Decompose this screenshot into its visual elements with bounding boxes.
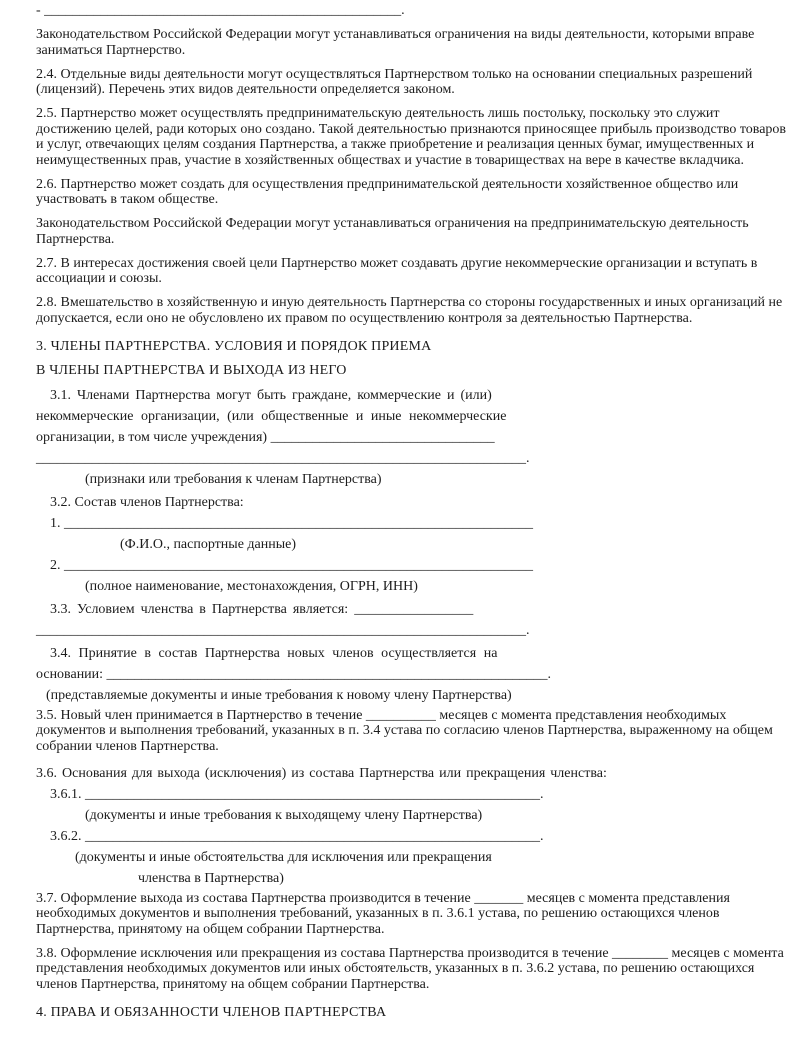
clause-3-4-fill-line: основании: _______________________________________________________________.	[36, 666, 552, 682]
paragraph-2-8: 2.8. Вмешательство в хозяйственную и иную деятельность Партнерства со стороны государственных и иных организаций не допускается, если оно не обусловлено их правом по осуществлению контроля за деятельностью Партнерства.	[36, 295, 783, 326]
clause-3-6-2-caption-line-2: членства в Партнерства)	[138, 870, 284, 886]
paragraph-3-8: 3.8. Оформление исключения или прекращения из состава Партнерства производится в течение ________ месяцев с момента представления необходимых документов или иных обстоятельств, указанных в п. 3.6.2 устава, по решению остающихся членов Партнерства, принятому на общем собрании Партнерства.	[36, 945, 784, 992]
clause-3-1	[36, 385, 786, 490]
clause-3-6-2-caption-line-1: (документы и иные обстоятельства для исключения или прекращения	[75, 849, 492, 865]
clause-3-1-fill-line: организации, в том числе учреждения) ________________________________	[36, 429, 495, 445]
paragraph-2-5: 2.5. Партнерство может осуществлять предпринимательскую деятельность лишь постольку, поскольку это служит достижению целей, ради которых оно создано. Такой деятельностью признаются приносящее прибыль производство товаров и услуг, отвечающих целям создания Партнерства, а также приобретение и реализация ценных бумаг, имущественных и неимущественных прав, участие в хозяйственных обществах и участие в товариществах на вере в качестве вкладчика.	[36, 106, 787, 168]
clause-3-6-title: 3.6. Основания для выхода (исключения) из состава Партнерства или прекращения членства:	[36, 765, 607, 781]
paragraph-law-restriction-1: Законодательством Российской Федерации могут устанавливаться ограничения на виды деятельности, которыми вправе заниматься Партнерство.	[36, 27, 755, 58]
clause-3-6-1-caption: (документы и иные требования к выходящему члену Партнерства)	[85, 807, 483, 823]
clause-3-2-member-2-caption: (полное наименование, местонахождения, ОГРН, ИНН)	[85, 578, 418, 594]
clause-3-1-fill-line-2: ______________________________________________________________________.	[36, 450, 530, 466]
clause-3-6	[36, 763, 786, 889]
clause-3-2-member-1-caption: (Ф.И.О., паспортные данные)	[120, 536, 297, 552]
clause-3-3	[36, 599, 786, 641]
paragraph-2-4: 2.4. Отдельные виды деятельности могут осуществляться Партнерством только на основании специальных разрешений (лицензий). Перечень этих видов деятельности определяется законом.	[36, 66, 753, 97]
clause-3-1-caption: (признаки или требования к членам Партнерства)	[85, 471, 382, 487]
clause-3-1-line-2: некоммерческие организации, (или общественные и иные некоммерческие	[36, 408, 507, 424]
clause-3-3-fill-line: ______________________________________________________________________.	[36, 622, 530, 638]
clause-3-3-line-1: 3.3. Условием членства в Партнерства является: _________________	[50, 601, 474, 617]
paragraph-2-6: 2.6. Партнерство может создать для осуществления предпринимательской деятельности хозяйственное общество или участвовать в таком обществе.	[36, 176, 739, 207]
paragraph-3-7: 3.7. Оформление выхода из состава Партнерства производится в течение _______ месяцев с момента представления необходимых документов и выполнения требований, указанных в п. 3.6.1 устава, по решению остающихся членов Партнерства, принятому на общем собрании Партнерства.	[36, 890, 730, 937]
section-3-heading-line-1: 3. ЧЛЕНЫ ПАРТНЕРСТВА. УСЛОВИЯ И ПОРЯДОК ПРИЕМА	[36, 338, 432, 354]
clause-3-2	[36, 492, 786, 597]
paragraph-3-5: 3.5. Новый член принимается в Партнерство в течение __________ месяцев с момента представления необходимых документов и выполнения требований, указанных в п. 3.4 устава по согласию членов Партнерства, выраженному на общем собрании членов Партнерства.	[36, 707, 773, 754]
clause-3-1-line-1: 3.1. Членами Партнерства могут быть граждане, коммерческие и (или)	[50, 387, 492, 403]
clause-3-2-member-2-fill-line: 2. ___________________________________________________________________	[50, 557, 533, 573]
clause-3-4-caption: (представляемые документы и иные требования к новому члену Партнерства)	[46, 687, 512, 703]
section-3-heading-line-2: В ЧЛЕНЫ ПАРТНЕРСТВА И ВЫХОДА ИЗ НЕГО	[36, 362, 347, 378]
clause-3-6-1-fill-line: 3.6.1. _________________________________________________________________.	[50, 786, 544, 802]
paragraph-law-restriction-2: Законодательством Российской Федерации могут устанавливаться ограничения на предпринимательскую деятельность Партнерства.	[36, 216, 749, 247]
section-3-heading	[36, 335, 786, 383]
clause-3-4-line-1: 3.4. Принятие в состав Партнерства новых членов осуществляется на	[50, 645, 498, 661]
clause-3-2-member-1-fill-line: 1. ___________________________________________________________________	[50, 515, 533, 531]
section-4-heading: 4. ПРАВА И ОБЯЗАННОСТИ ЧЛЕНОВ ПАРТНЕРСТВА	[36, 1004, 387, 1020]
clause-3-2-title: 3.2. Состав членов Партнерства:	[50, 494, 244, 510]
clause-3-4	[36, 643, 786, 706]
paragraph-2-7: 2.7. В интересах достижения своей цели Партнерство может создавать другие некоммерческие организации и вступать в ассоциации и союзы.	[36, 255, 758, 286]
blank-fill-line: - ___________________________________________________.	[36, 3, 405, 18]
clause-3-6-2-fill-line: 3.6.2. _________________________________________________________________.	[50, 828, 544, 844]
